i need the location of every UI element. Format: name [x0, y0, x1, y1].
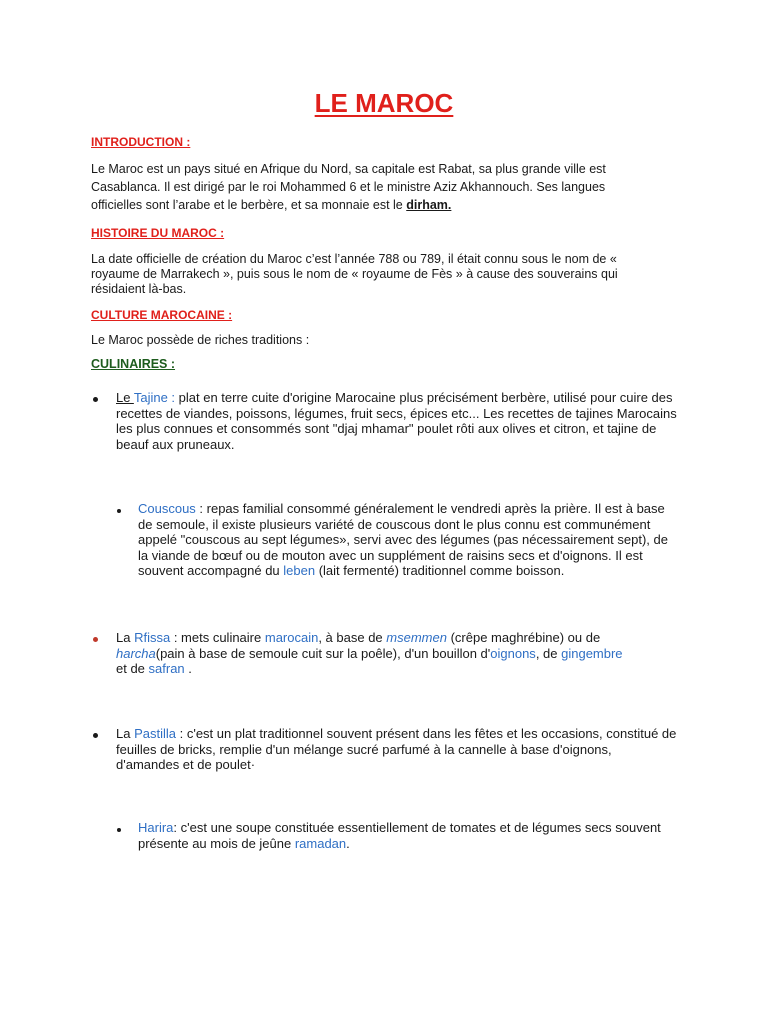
currency-term: dirham.	[406, 198, 452, 212]
page-title: LE MAROC	[314, 88, 454, 118]
harcha-link[interactable]: harcha	[116, 645, 156, 661]
msemmen-link[interactable]: msemmen	[386, 630, 447, 645]
item-text: et de	[116, 661, 149, 676]
item-prefix: La	[116, 726, 135, 741]
item-text: : c'est une soupe constituée essentiellement de tomates et de légumes secs souvent présente au mois de jeûne	[138, 820, 661, 851]
couscous-link[interactable]: Couscous	[138, 501, 196, 516]
item-text-after: (lait fermenté) traditionnel comme boisson.	[315, 563, 565, 578]
introduction-heading: INTRODUCTION :	[91, 135, 191, 149]
item-text: plat en terre cuite d'origine Marocaine plus précisément berbère, utilisé pour cuire des recettes de viandes, poissons, légumes, fruit secs, épices etc... Les recettes de tajines Marocains les plus connues et consommés sont "djaj mhamar" poulet rôti aux olives et citron, et tajine de beauf aux pruneaux.	[116, 390, 677, 452]
item-text: (pain à base de semoule cuit sur la poêle), d'un bouillon d'	[155, 645, 491, 661]
item-text: : repas familial consommé généralement le vendredi après la prière. Il est à base de semoule, il existe plusieurs variété de couscous dont le plus connu est communément appelé "couscous au sept légumes», servi avec des légumes (pas nécessairement sept), de la viande de bœuf ou de mouton avec un supplément de raisins secs et d'oignons. Il est souvent accompagné du	[138, 501, 668, 578]
safran-link[interactable]: safran	[148, 661, 185, 676]
item-text: : c'est un plat traditionnel souvent présent dans les fêtes et les occasions, constitué de feuilles de bricks, remplie d'un mélange sucré parfumé à la cannelle à base d'oignons, d'amandes et de poulet·	[116, 726, 677, 772]
gingembre-link[interactable]: gingembre	[561, 645, 623, 661]
rfissa-link[interactable]: Rfissa	[134, 630, 171, 645]
leben-link[interactable]: leben	[283, 563, 316, 578]
histoire-heading: HISTOIRE DU MAROC :	[91, 226, 225, 240]
list-item-tajine	[116, 390, 678, 452]
introduction-body: Le Maroc est un pays situé en Afrique du Nord, sa capitale est Rabat, sa plus grande ville est Casablanca. Il est dirigé par le roi Mohammed 6 et le ministre Aziz Akhannouch. Ses langues officielles sont l’arabe et le berbère, et sa monnaie est le	[91, 162, 606, 212]
list-item-rfissa	[116, 630, 636, 677]
item-text: : mets culinaire	[170, 630, 265, 645]
bullet-icon	[117, 509, 121, 513]
item-prefix: Le	[116, 390, 134, 405]
culinaires-heading: CULINAIRES :	[91, 357, 176, 371]
item-text: , à base de	[318, 630, 387, 645]
oignons-link[interactable]: oignons	[490, 645, 536, 661]
bullet-icon	[117, 828, 121, 832]
item-text: , de	[535, 645, 562, 661]
item-text-after: .	[346, 835, 350, 851]
item-text: .	[184, 661, 192, 676]
introduction-text	[91, 160, 636, 214]
culture-heading: CULTURE MAROCAINE :	[91, 308, 233, 322]
bullet-icon	[93, 637, 98, 642]
list-item-couscous	[138, 501, 670, 579]
ramadan-link[interactable]: ramadan	[294, 835, 347, 851]
pastilla-link[interactable]: Pastilla	[134, 726, 176, 741]
histoire-text: La date officielle de création du Maroc c’est l’année 788 ou 789, il était connu sous le nom de « royaume de Marrakech », puis sous le nom de « royaume de Fès » à cause des souverains qui résidaient là-bas.	[91, 252, 618, 296]
bullet-icon	[93, 397, 98, 402]
list-item-pastilla	[116, 726, 678, 773]
tajine-link[interactable]: Tajine :	[133, 390, 176, 405]
item-prefix: La	[116, 630, 135, 645]
marocain-link[interactable]: marocain	[264, 630, 319, 645]
culture-text: Le Maroc possède de riches traditions :	[91, 333, 310, 347]
list-item-harira	[138, 820, 668, 851]
item-text: (crêpe maghrébine) ou de	[446, 630, 601, 645]
bullet-icon	[93, 733, 98, 738]
harira-link[interactable]: Harira	[138, 820, 174, 835]
